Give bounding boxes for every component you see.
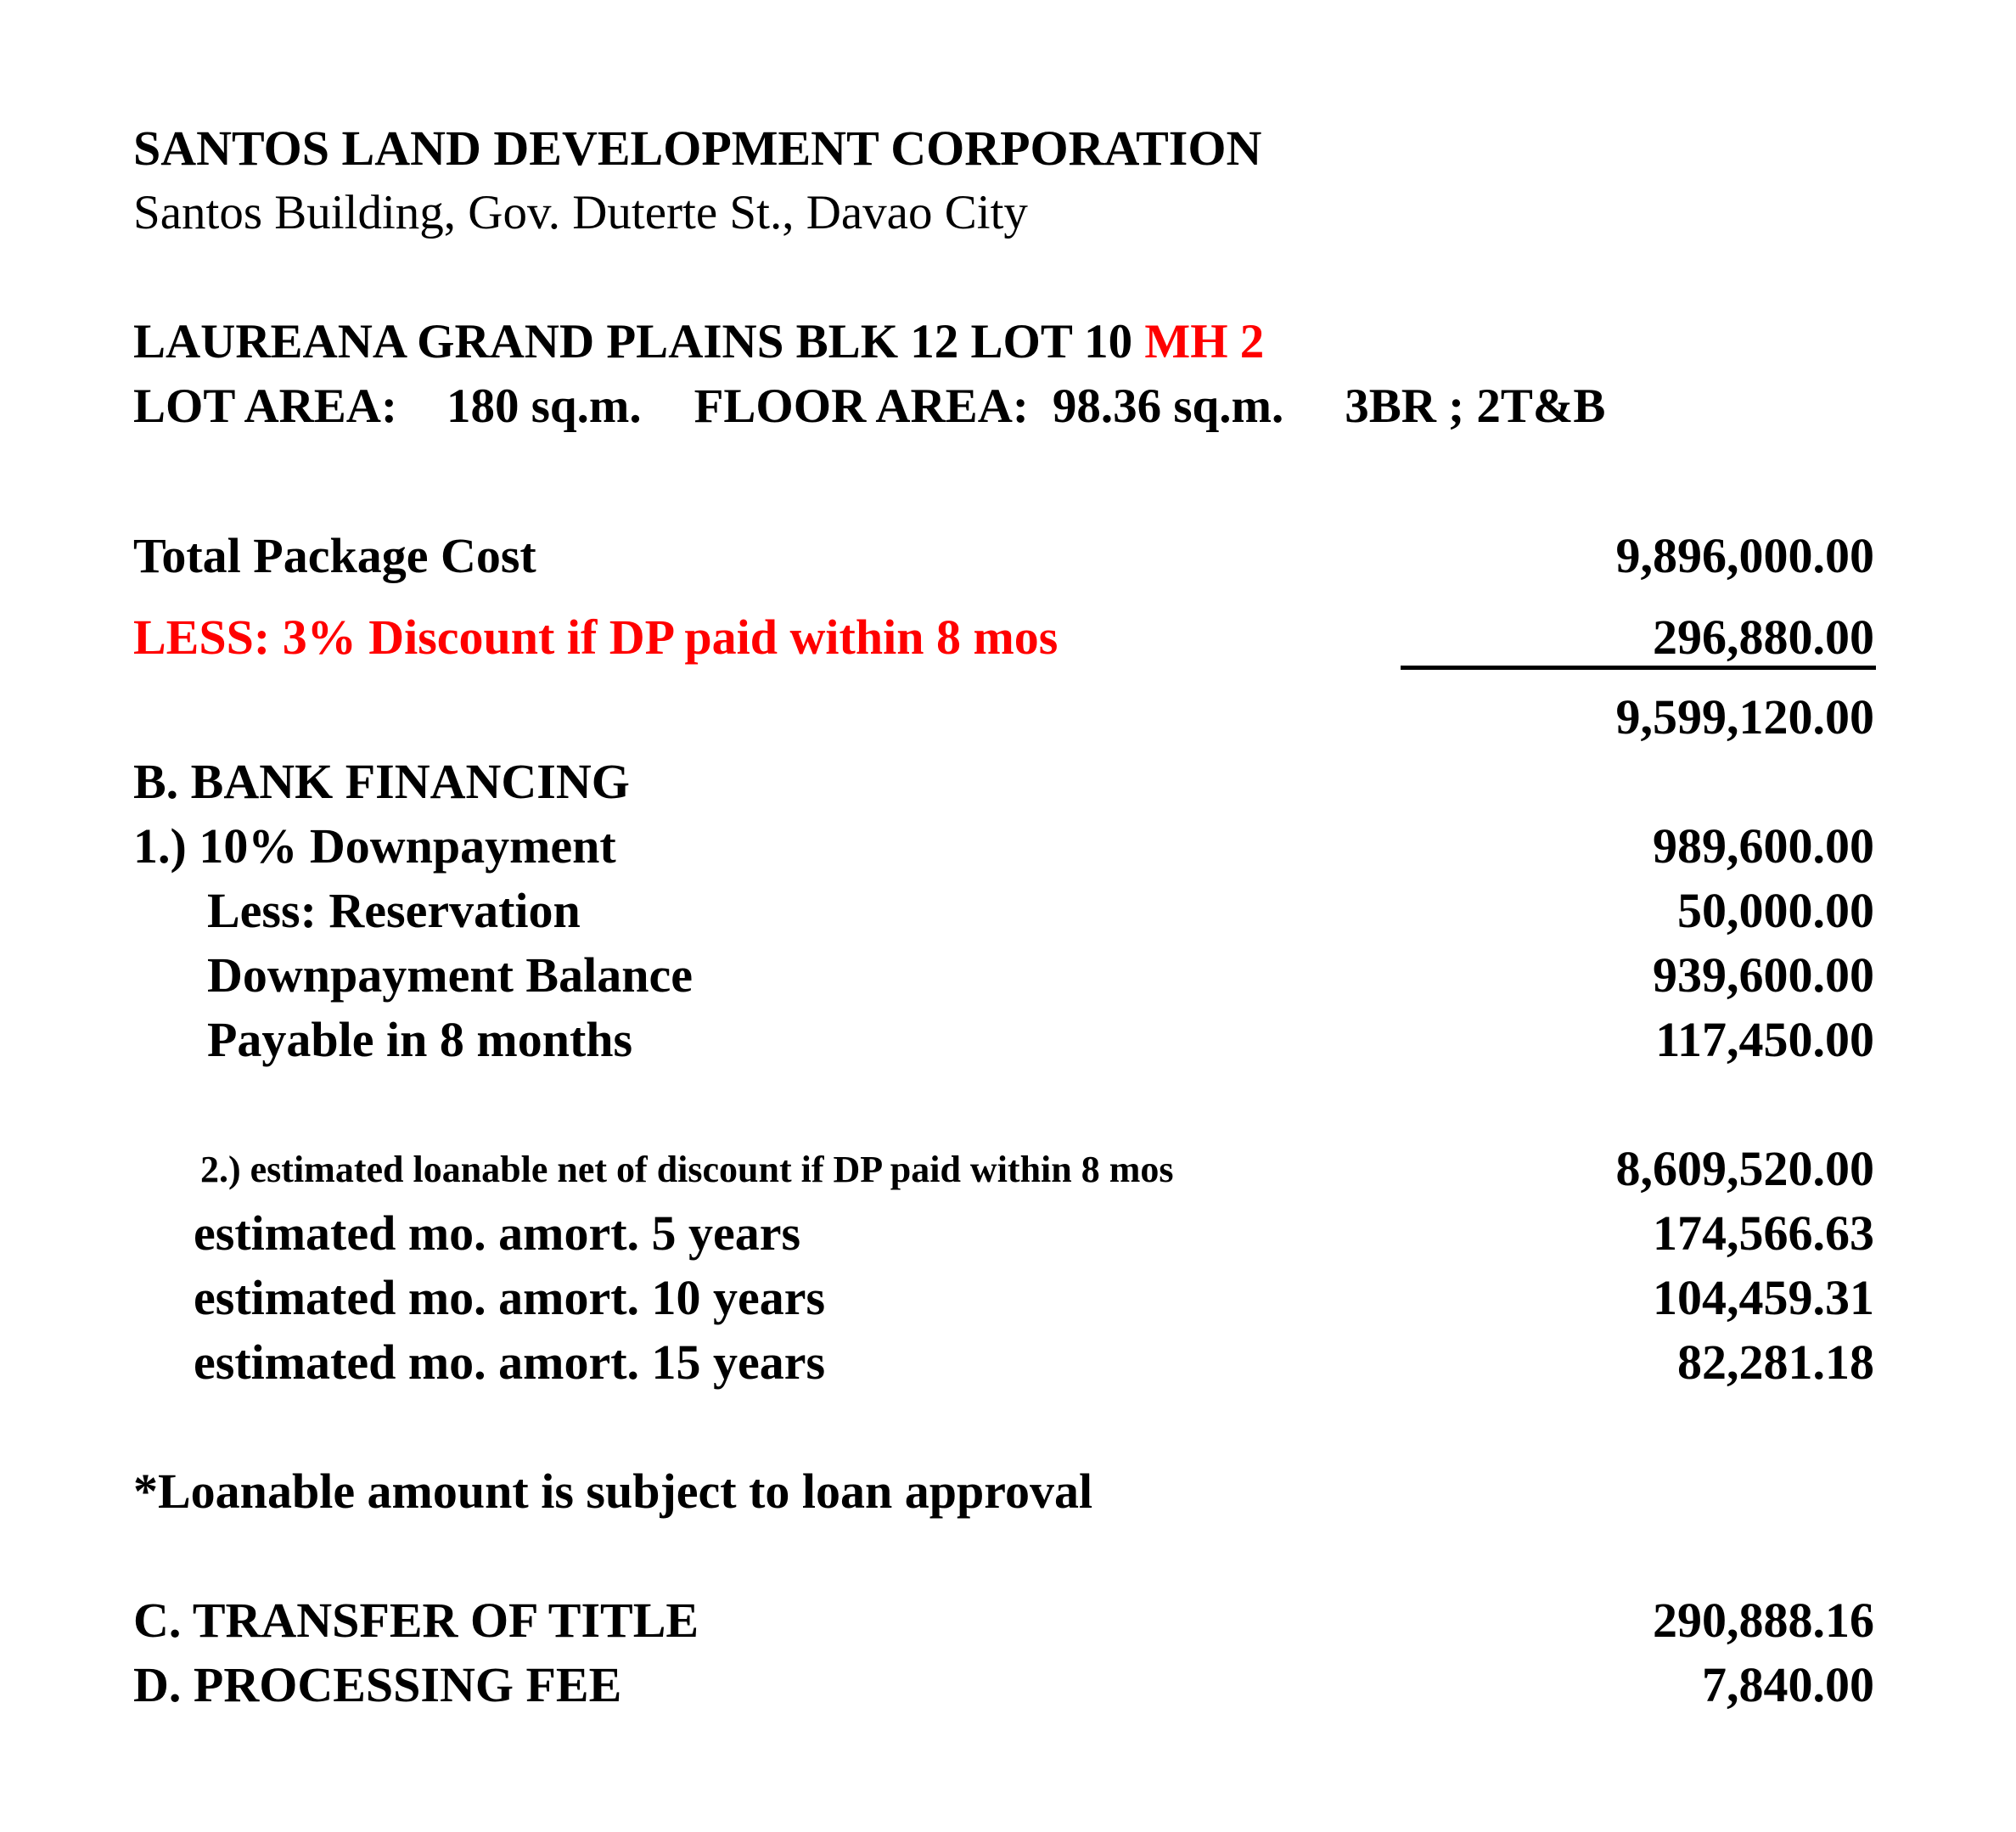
amort-5-value: 174,566.63 [1653, 1205, 1874, 1261]
property-title [133, 315, 1265, 368]
bank-financing-heading: B. BANK FINANCING [133, 754, 630, 809]
amort-15-value: 82,281.18 [1677, 1335, 1874, 1390]
rooms: 3BR ; 2T&B [1345, 379, 1606, 433]
company-name: SANTOS LAND DEVELOPMENT CORPORATION [133, 121, 1262, 176]
downpayment-balance-label: Downpayment Balance [207, 947, 693, 1003]
loanable-value: 8,609,520.00 [1615, 1141, 1874, 1196]
lot-area-value: 180 sq.m. [446, 379, 642, 433]
discount-value: 296,880.00 [1653, 610, 1874, 665]
downpayment-balance-value: 939,600.00 [1653, 947, 1874, 1003]
lot-area-label: LOT AREA: [133, 379, 397, 433]
transfer-of-title-label: C. TRANSFER OF TITLE [133, 1593, 699, 1648]
payable-value: 117,450.00 [1655, 1012, 1874, 1067]
floor-area-label: FLOOR AREA: [694, 379, 1029, 433]
total-package-label: Total Package Cost [133, 528, 536, 583]
downpayment-label: 1.) 10% Downpayment [133, 818, 616, 874]
property-model: MH 2 [1144, 315, 1265, 368]
loan-approval-note: *Loanable amount is subject to loan approval [133, 1464, 1093, 1519]
transfer-of-title-value: 290,888.16 [1653, 1593, 1874, 1648]
loanable-label: 2.) estimated loanable net of discount if DP paid within 8 mos [200, 1149, 1174, 1190]
company-address: Santos Building, Gov. Duterte St., Davao City [133, 186, 1028, 239]
property-specs [133, 379, 1606, 433]
downpayment-value: 989,600.00 [1653, 818, 1874, 874]
processing-fee-value: 7,840.00 [1702, 1657, 1874, 1712]
discount-label: LESS: 3% Discount if DP paid within 8 mos [133, 610, 1059, 665]
reservation-value: 50,000.00 [1677, 883, 1874, 938]
amort-10-label: estimated mo. amort. 10 years [194, 1270, 826, 1325]
property-name: LAUREANA GRAND PLAINS BLK 12 LOT 10 [133, 315, 1133, 368]
amort-15-label: estimated mo. amort. 15 years [194, 1335, 826, 1390]
payable-label: Payable in 8 months [207, 1012, 633, 1067]
net-price-value: 9,599,120.00 [1615, 689, 1874, 745]
total-package-value: 9,896,000.00 [1615, 528, 1874, 583]
amort-10-value: 104,459.31 [1653, 1270, 1874, 1325]
amort-5-label: estimated mo. amort. 5 years [194, 1205, 801, 1261]
processing-fee-label: D. PROCESSING FEE [133, 1657, 622, 1712]
reservation-label: Less: Reservation [207, 883, 581, 938]
floor-area-value: 98.36 sq.m. [1052, 379, 1284, 433]
subtotal-rule [1401, 666, 1876, 670]
